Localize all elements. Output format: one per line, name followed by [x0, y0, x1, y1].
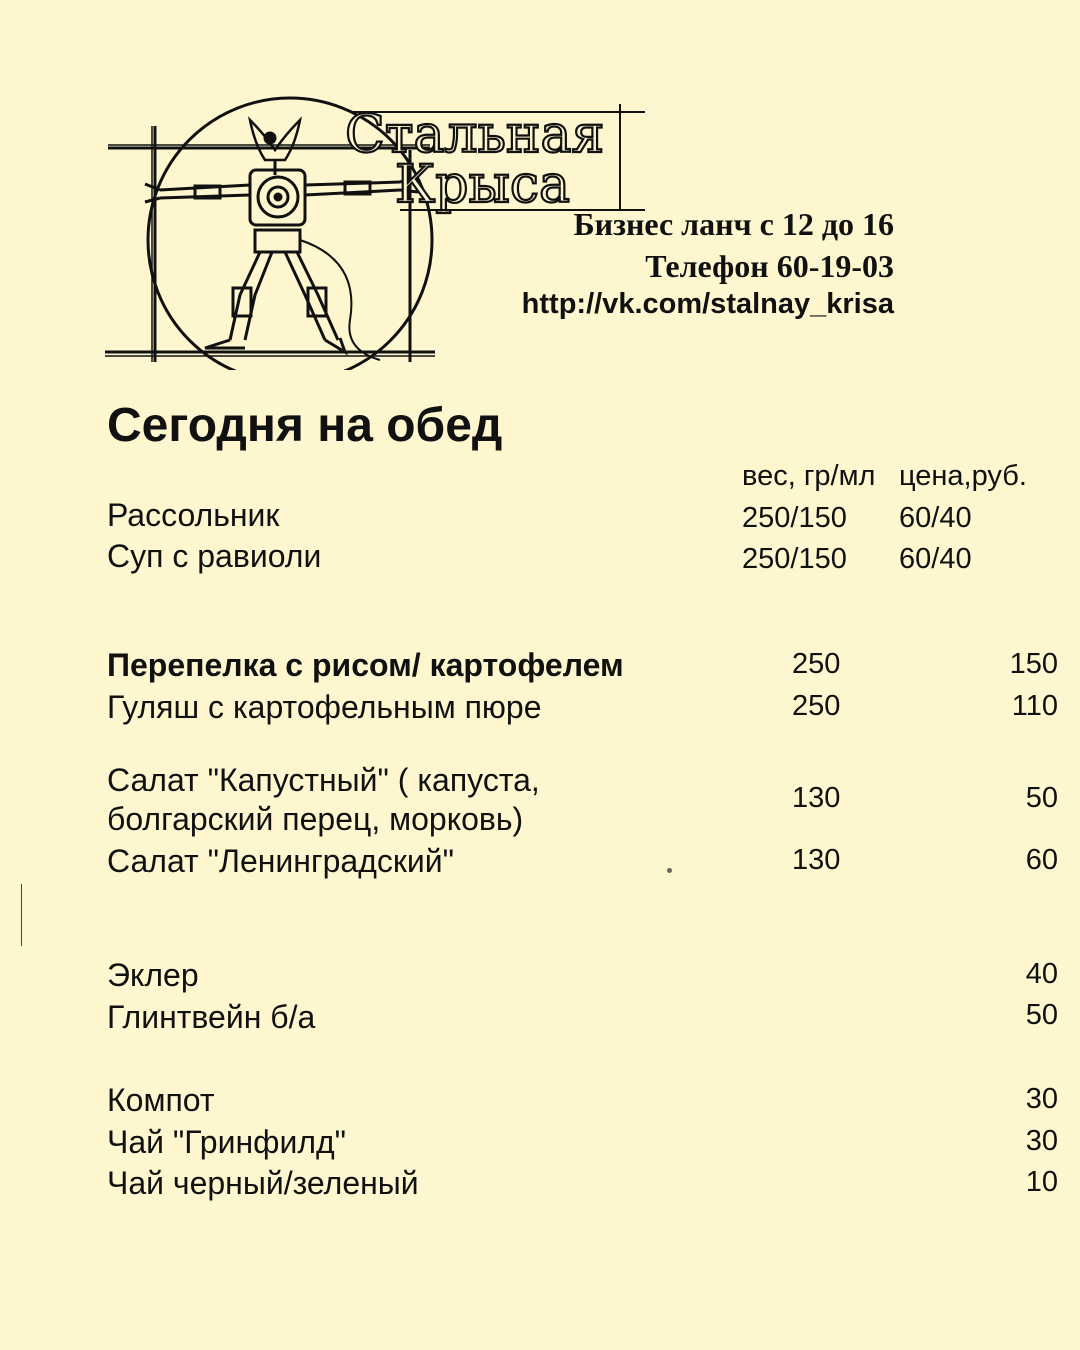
menu-item-name: Эклер [107, 957, 199, 993]
menu-item-name: Салат "Капустный" ( капуста, [107, 762, 540, 798]
menu-item-price: 50 [1025, 782, 1058, 814]
menu-item-name-continued: болгарский перец, морковь) [107, 801, 524, 837]
menu-item-weight: 250/150 [742, 502, 847, 534]
vk-link[interactable]: http://vk.com/stalnay_krisa [521, 288, 894, 320]
menu-item-price: 30 [1025, 1125, 1058, 1157]
menu-item-name: Салат "Ленинградский" [107, 843, 454, 879]
text-cursor-line [21, 884, 22, 946]
menu-item-price: 60 [1025, 844, 1058, 876]
menu-item-price: 60/40 [899, 543, 972, 575]
menu-item-name: Глинтвейн б/а [107, 999, 316, 1035]
menu-item-price: 150 [1009, 648, 1058, 680]
page-title: Сегодня на обед [107, 399, 503, 452]
menu-item-name: Суп с равиоли [107, 538, 322, 574]
menu-item-name: Гуляш с картофельным пюре [107, 689, 542, 725]
menu-item-weight: 250 [792, 648, 841, 680]
menu-item-weight: 250 [792, 690, 841, 722]
menu-item-name: Компот [107, 1082, 215, 1118]
menu-item-name: Чай черный/зеленый [107, 1165, 419, 1201]
menu-item-price: 50 [1025, 999, 1058, 1031]
logo-word-2: Крыса [395, 155, 571, 215]
menu-item-name: Рассольник [107, 497, 280, 533]
price-column-header: цена,руб. [899, 460, 1027, 492]
menu-item-price: 60/40 [899, 502, 972, 534]
menu-item-weight: 130 [792, 844, 841, 876]
menu-item-weight: 130 [792, 782, 841, 814]
phone-number: Телефон 60-19-03 [645, 248, 894, 284]
menu-item-name: Перепелка с рисом/ картофелем [107, 647, 624, 683]
menu-item-price: 30 [1025, 1083, 1058, 1115]
menu-item-price: 110 [1011, 690, 1058, 722]
menu-item-name: Чай "Гринфилд" [107, 1124, 347, 1160]
stray-dot [667, 868, 672, 873]
menu-item-weight: 250/150 [742, 543, 847, 575]
menu-item-price: 10 [1025, 1166, 1058, 1198]
logo-word-1: Стальная [345, 105, 605, 165]
business-lunch-hours: Бизнес ланч с 12 до 16 [573, 206, 894, 242]
menu-item-price: 40 [1025, 958, 1058, 990]
weight-column-header: вес, гр/мл [742, 460, 876, 492]
